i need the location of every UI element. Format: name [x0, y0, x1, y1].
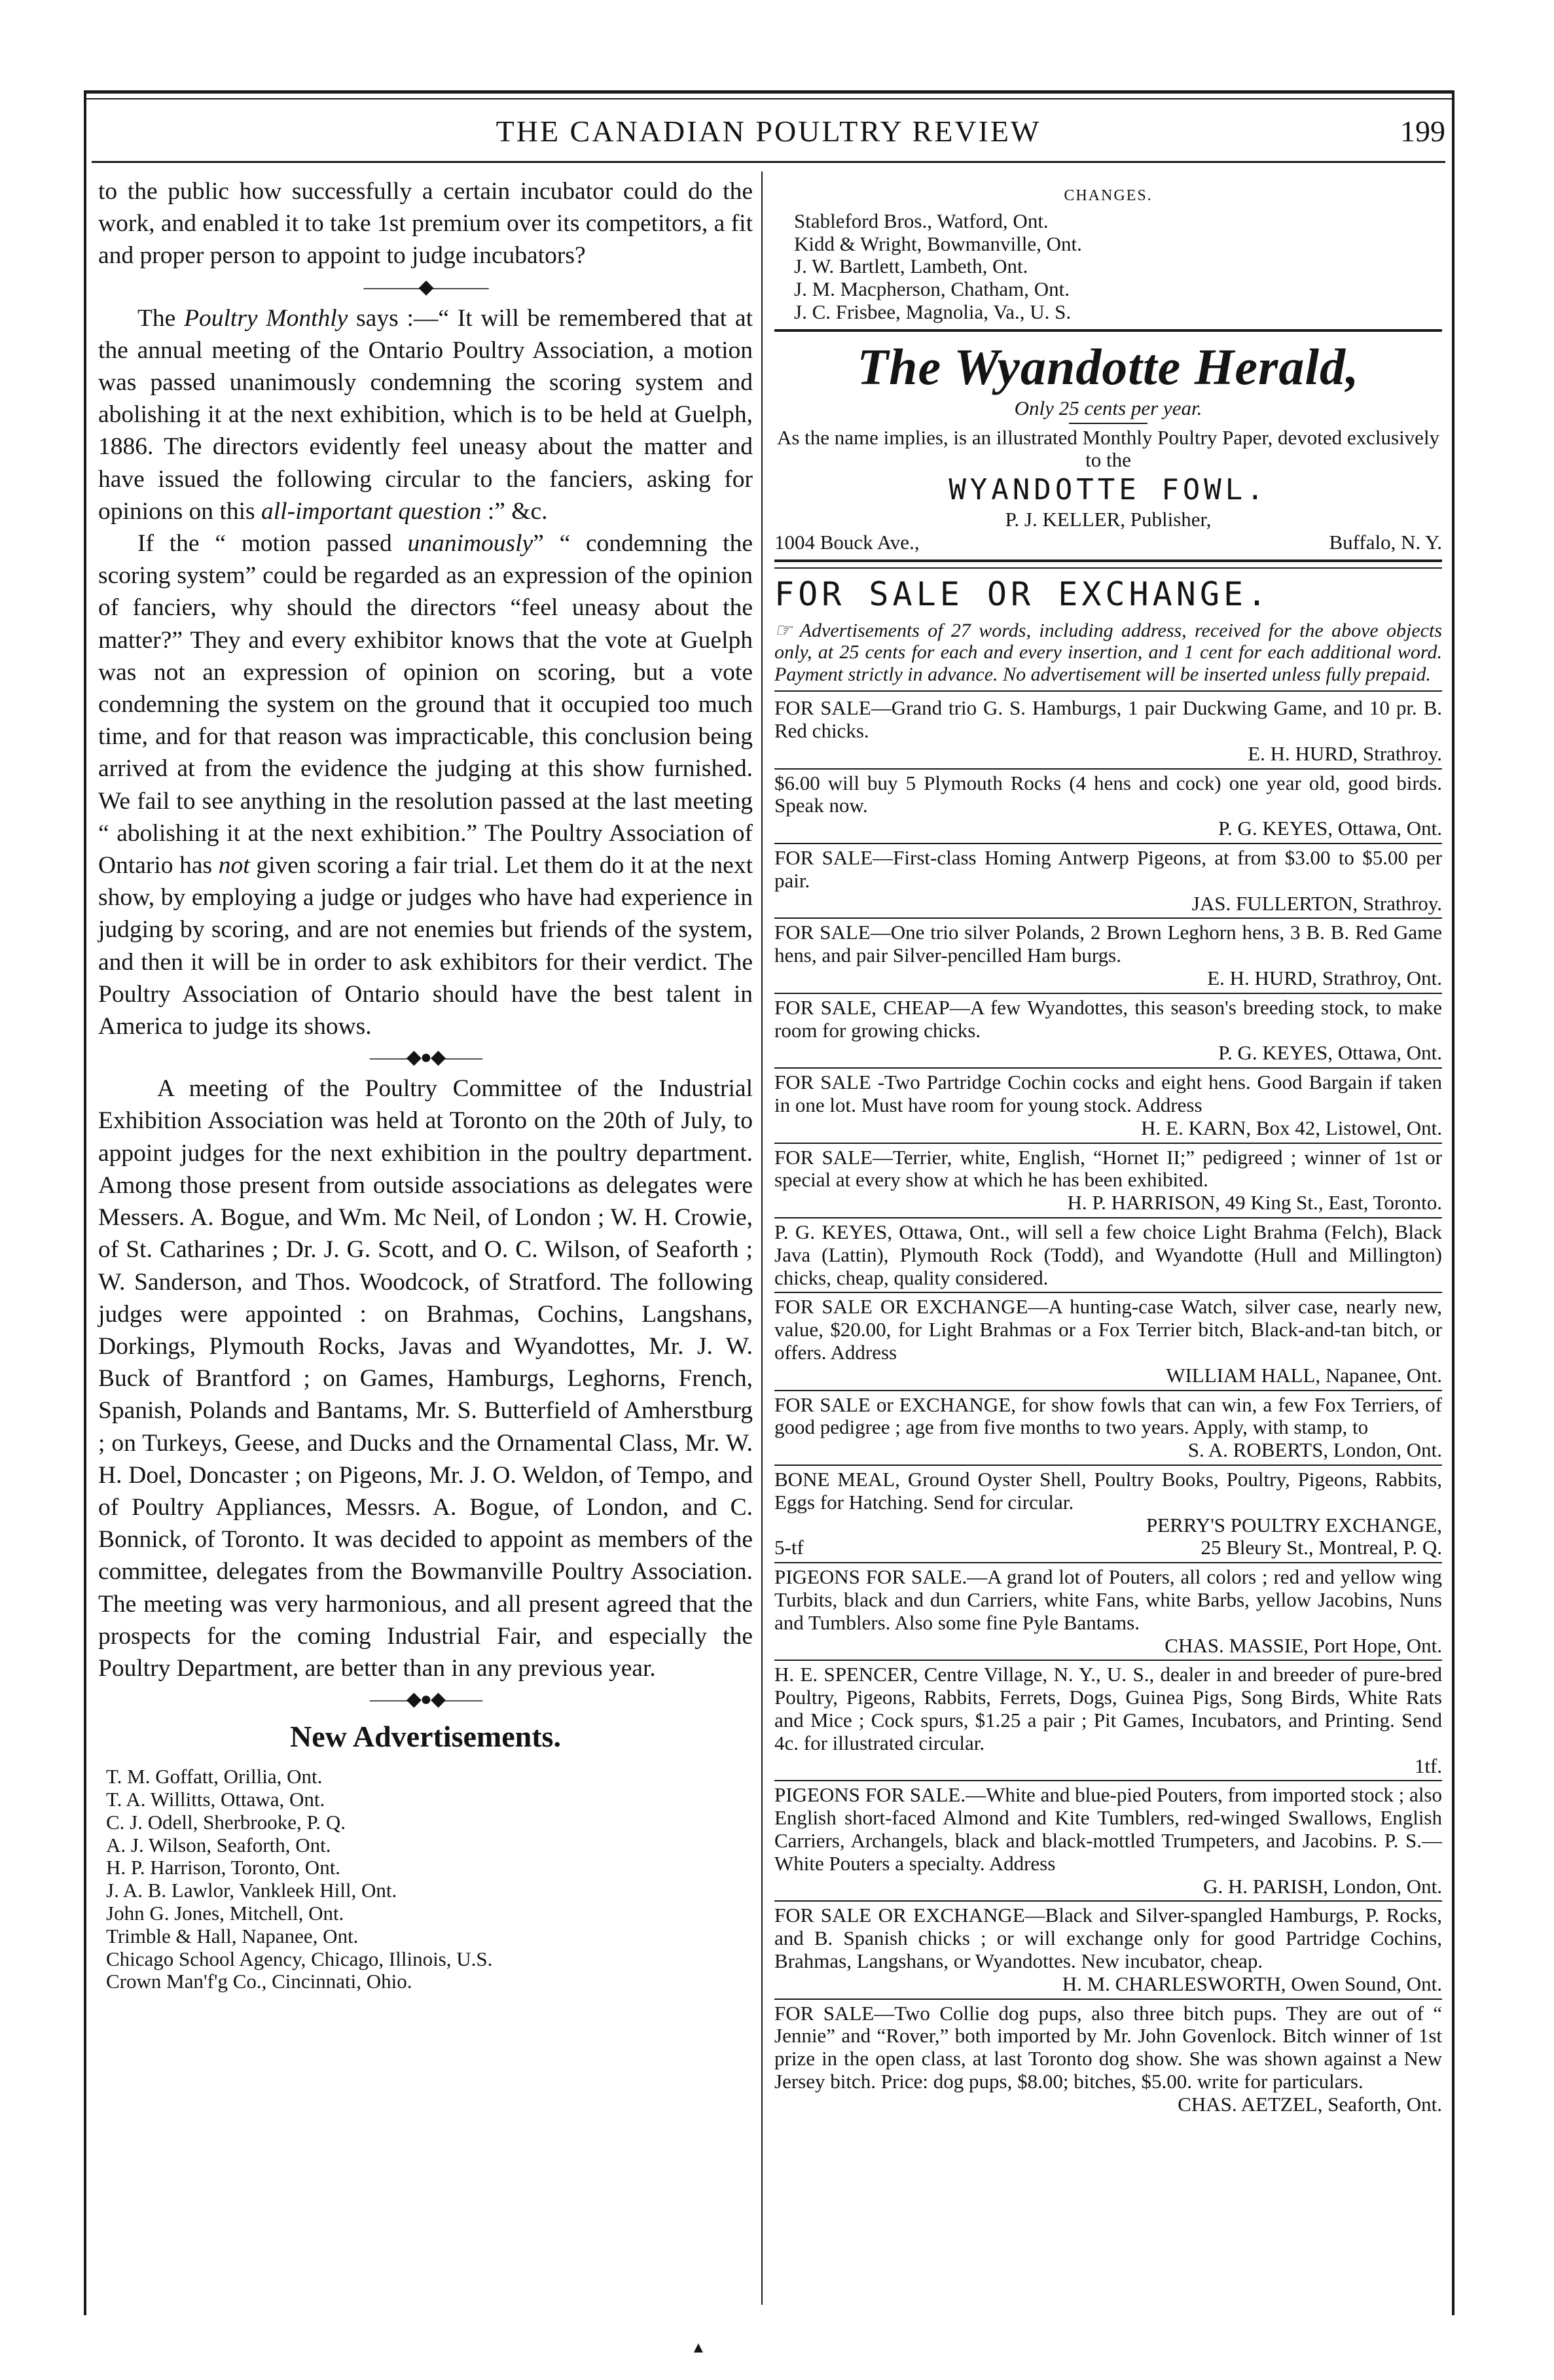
changes-heading: CHANGES. — [1064, 187, 1153, 204]
ad-signature: JAS. FULLERTON, Strathroy. — [1191, 891, 1442, 915]
ad-signature: CHAS. MASSIE, Port Hope, Ont. — [1165, 1633, 1442, 1657]
herald-advertisement — [774, 337, 1442, 554]
ad-text: FOR SALE -Two Partridge Cochin cocks and eight hens. Good Bargain if taken in one lot. Must have room for young stock. Address — [774, 1071, 1442, 1117]
right-column — [774, 185, 1442, 2116]
ad-divider — [774, 843, 1442, 844]
ad-divider — [774, 1998, 1442, 2000]
ad-signature: CHAS. AETZEL, Seaforth, Ont. — [1178, 2092, 1442, 2116]
changes-list — [774, 210, 1442, 324]
classified-ad — [774, 1904, 1442, 1995]
ad-divider — [774, 1067, 1442, 1069]
list-item: H. P. Harrison, Toronto, Ont. — [106, 1856, 341, 1879]
classified-ad — [774, 1784, 1442, 1898]
list-item: J. M. Macpherson, Chatham, Ont. — [794, 277, 1070, 301]
list-item: Crown Man'f'g Co., Cincinnati, Ohio. — [106, 1970, 412, 1993]
left-column — [98, 175, 753, 1993]
list-item: J. C. Frisbee, Magnolia, Va., U. S. — [794, 300, 1072, 323]
list-item: John G. Jones, Mitchell, Ont. — [106, 1901, 344, 1925]
ad-text: PIGEONS FOR SALE.—White and blue-pied Pouters, from imported stock ; also English short-faced Almond and Kite Tumblers, red-winged Swallows, English Carriers, Archangels, black and black-mottled Trumpeters, and Jacobins. P. S.—White Pouters a specialty. Address — [774, 1783, 1442, 1875]
list-item: J. W. Bartlett, Lambeth, Ont. — [794, 255, 1028, 278]
classified-ad — [774, 1221, 1442, 1289]
ad-signature: S. A. ROBERTS, London, Ont. — [1187, 1438, 1442, 1462]
ad-divider — [774, 917, 1442, 919]
section-rule — [774, 567, 1442, 569]
classified-ad — [774, 697, 1442, 765]
ornament-divider: ——◆●◆—— — [369, 1046, 482, 1069]
herald-description: As the name implies, is an illustrated Monthly Poultry Paper, devoted exclusively to the — [776, 425, 1440, 472]
classified-ad — [774, 847, 1442, 915]
top-border-inner — [84, 98, 1453, 99]
header-rule — [92, 161, 1445, 163]
ad-signature: H. E. KARN, Box 42, Listowel, Ont. — [1141, 1116, 1442, 1139]
ad-text: FOR SALE OR EXCHANGE—A hunting-case Watch, silver case, nearly new, value, $20.00, for Light Brahmas or a Fox Terrier bitch, Black-and-tan bitch, or offers. Address — [774, 1295, 1442, 1364]
classified-ad — [774, 1146, 1442, 1215]
ad-text: FOR SALE, CHEAP—A few Wyandottes, this season's breeding stock, to make room for growing chicks. — [774, 995, 1442, 1042]
paragraph-scoring-system: If the “ motion passed unanimously” “ condemning the scoring system” could be regarded as an expression of the opinion of fanciers, why should the directors “feel uneasy about the matter?” They and every exhibitor knows that the vote at Guelph was not an expression of opinion on scoring, but a vote condemning the system on the ground that it occupied too much time, and for that reason was impracticable, this conclusion being arrived at from the evidence the judging at this show furnished. We fail to see anything in the resolution passed at the last meeting “ abolishing it at the next exhibition.” The Poultry Association of Ontario has not given scoring a fair trial. Let them do it at the next show, by employing a judge or judges who have had experience in judging by scoring, and are not enemies but friends of the system, and then it will be in order to ask exhibitors for their verdict. The Poultry Association of Ontario should have the best talent in America to judge its shows. — [98, 530, 753, 1040]
paragraph-committee-meeting: A meeting of the Poultry Committee of the Industrial Exhibition Association was held at Toronto on the 20th of July, to appoint judges for the next exhibition in the poultry department. Among those present from outside associations as delegates were Messers. A. Bogue, and Wm. Mc Neil, of London ; W. H. Crowie, of St. Catharines ; Dr. J. G. Scott, and O. C. Wilson, of Seaforth ; W. Sanderson, and Thos. Woodcock, of Stratford. The following judges were appointed : on Brahmas, Cochins, Langshans, Dorkings, Plymouth Rocks, Javas and Wyandottes, Mr. J. W. Buck of Brantford ; on Games, Hamburgs, Leghorns, French, Spanish, Polands and Bantams, Mr. S. Butterfield of Amherstburg ; on Turkeys, Geese, and Ducks and the Ornamental Class, Mr. W. H. Doel, Doncaster ; on Pigeons, Mr. J. O. Weldon, of Tempo, and of Poultry Appliances, Messrs. A. Bogue, of London, and C. Bonnick, of Toronto. It was decided to appoint as members of the committee, delegates from the Bowmanville Poultry Association. The meeting was very harmonious, and all present agreed that the prospects for the coming Industrial Fair, and especially the Poultry Department, are better than in any previous year. — [98, 1075, 753, 1682]
classified-ad — [774, 921, 1442, 989]
ad-signature: E. H. HURD, Strathroy. — [1248, 741, 1442, 765]
list-item: Trimble & Hall, Napanee, Ont. — [106, 1924, 359, 1947]
classified-ad — [774, 1394, 1442, 1462]
ornament-divider: ———◆——— — [363, 275, 488, 298]
ad-divider — [774, 1465, 1442, 1466]
classified-ad — [774, 1296, 1442, 1387]
ad-text: FOR SALE—First-class Homing Antwerp Pigeons, at from $3.00 to $5.00 per pair. — [774, 846, 1442, 892]
list-item: Chicago School Agency, Chicago, Illinois, U.S. — [106, 1947, 493, 1970]
classified-ad — [774, 772, 1442, 840]
classified-ad — [774, 2002, 1442, 2116]
ad-divider — [774, 1780, 1442, 1781]
ad-text: FOR SALE OR EXCHANGE—Black and Silver-spangled Hamburgs, P. Rocks, and B. Spanish chicks ; or will exchange only for good Partridge Cochins, Brahmas, Langshans, or Wyandottes. New incubator, cheap. — [774, 1904, 1442, 1972]
ad-text: FOR SALE—Terrier, white, English, “Hornet II;” pedigreed ; winner of 1st or special at every show at which he has been exhibited. — [774, 1145, 1442, 1192]
list-item: Kidd & Wright, Bowmanville, Ont. — [794, 232, 1082, 255]
classified-ad — [774, 997, 1442, 1065]
section-rule — [774, 559, 1442, 562]
list-item: C. J. Odell, Sherbrooke, P. Q. — [106, 1810, 346, 1834]
ad-divider — [774, 1292, 1442, 1293]
pointing-hand-icon: ☞ — [774, 619, 800, 641]
herald-price: Only 25 cents per year. — [1014, 396, 1202, 419]
ad-signature: H. P. HARRISON, 49 King St., East, Toronto. — [1067, 1191, 1442, 1215]
ad-signature: P. G. KEYES, Ottawa, Ont. — [1218, 1041, 1442, 1065]
ad-text: PIGEONS FOR SALE.—A grand lot of Pouters, all colors ; red and yellow wing Turbits, black and dun Carriers, white Fans, white Barbs, yellow Jacobins, Nuns and Tumblers. Also some fine Pyle Bantams. — [774, 1565, 1442, 1634]
ad-divider — [774, 1900, 1442, 1902]
new-advertisements-list — [98, 1766, 753, 1993]
section-rule — [774, 329, 1442, 332]
herald-publisher: P. J. KELLER, Publisher, — [1005, 508, 1212, 531]
ad-signature: 1tf. — [1414, 1754, 1442, 1777]
list-item: Stableford Bros., Watford, Ont. — [794, 209, 1049, 232]
ad-text: BONE MEAL, Ground Oyster Shell, Poultry Books, Poultry, Pigeons, Rabbits, Eggs for Hatching. Send for circular. — [774, 1467, 1442, 1514]
ad-text: FOR SALE or EXCHANGE, for show fowls that can win, a few Fox Terriers, of good pedigree ; age from five months to two years. Apply, with stamp, to — [774, 1393, 1442, 1439]
ad-text: FOR SALE—Grand trio G. S. Hamburgs, 1 pair Duckwing Game, and 10 pr. B. Red chicks. — [774, 696, 1442, 743]
ad-text: P. G. KEYES, Ottawa, Ont., will sell a few choice Light Brahma (Felch), Black Java (Lattin), Plymouth Rock (Todd), and Wyandotte (Hull and Millington) chicks, cheap, quality considered. — [774, 1220, 1442, 1289]
paragraph-poultry-monthly: The Poultry Monthly says :—“ It will be remembered that at the annual meeting of the Ontario Poultry Association, a motion was passed unanimously condemning the scoring system and abolishing it at the next exhibition, which is to be held at Guelph, 1886. The directors evidently feel uneasy about the matter and have issued the following circular to the fanciers, asking for opinions on this all-important question :” &c. — [98, 304, 753, 525]
ad-divider — [774, 1143, 1442, 1144]
advertising-terms: ☞ Advertisements of 27 words, including address, received for the above objects only, at 25 cents for each and every insertion, and 1 cent for each additional word. Payment strictly in advance. No advertisement will be inserted unless fully prepaid. — [774, 619, 1442, 685]
ad-address-row: 5-tf 25 Bleury St., Montreal, P. Q. — [774, 1536, 1442, 1559]
ad-divider — [774, 768, 1442, 770]
ornament-divider: ——◆●◆—— — [369, 1688, 482, 1711]
column-divider — [761, 171, 763, 2305]
ad-signature: PERRY'S POULTRY EXCHANGE, — [1146, 1513, 1442, 1536]
right-border — [1452, 90, 1455, 2315]
ad-divider — [774, 1390, 1442, 1391]
classified-ad — [774, 1663, 1442, 1777]
ad-divider — [774, 1217, 1442, 1218]
herald-title: The Wyandotte Herald, — [857, 338, 1360, 395]
ad-signature: G. H. PARISH, London, Ont. — [1203, 1874, 1442, 1898]
for-sale-heading: FOR SALE OR EXCHANGE. — [774, 575, 1271, 613]
ad-divider — [774, 1562, 1442, 1563]
paragraph-incubator: to the public how successfully a certain incubator could do the work, and enabled it to take 1st premium over its competitors, a fit and proper person to appoint to judge incubators? — [98, 178, 753, 270]
ad-divider — [774, 993, 1442, 994]
classified-ad — [774, 1468, 1442, 1559]
source-name: Poultry Monthly — [184, 304, 348, 332]
page-mark: ▲ — [691, 2339, 706, 2356]
classified-ads — [774, 697, 1442, 2116]
ad-signature: WILLIAM HALL, Napanee, Ont. — [1166, 1363, 1442, 1387]
top-border — [84, 90, 1453, 94]
ad-divider — [774, 1660, 1442, 1661]
section-rule — [774, 690, 1442, 692]
ad-text: FOR SALE—Two Collie dog pups, also three bitch pups. They are out of “ Jennie” and “Rover,” both imported by Mr. John Govenlock. Bitch winner of 1st prize in the open class, at last Toronto dog show. She was shown against a New Jersey bitch. Price: dog pups, $8.00; bitches, $5.00. write for particulars. — [774, 2001, 1442, 2093]
list-item: T. A. Willitts, Ottawa, Ont. — [106, 1787, 325, 1811]
list-item: J. A. B. Lawlor, Vankleek Hill, Ont. — [106, 1879, 397, 1902]
list-item: T. M. Goffatt, Orillia, Ont. — [106, 1765, 323, 1788]
ad-signature: P. G. KEYES, Ottawa, Ont. — [1218, 817, 1442, 840]
page-number: 199 — [1400, 115, 1445, 148]
new-advertisements-heading: New Advertisements. — [290, 1720, 561, 1754]
page-header — [92, 111, 1445, 151]
classified-ad — [774, 1071, 1442, 1139]
ad-text: $6.00 will buy 5 Plymouth Rocks (4 hens and cock) one year old, good birds. Speak now. — [774, 771, 1442, 817]
herald-address: 1004 Bouck Ave., Buffalo, N. Y. — [774, 530, 1442, 554]
ad-signature: H. M. CHARLESWORTH, Owen Sound, Ont. — [1062, 1972, 1442, 1995]
ad-signature: E. H. HURD, Strathroy, Ont. — [1207, 967, 1442, 990]
herald-fowl: WYANDOTTE FOWL. — [949, 473, 1268, 507]
ad-text: FOR SALE—One trio silver Polands, 2 Brown Leghorn hens, 3 B. B. Red Game hens, and pair Silver-pencilled Ham burgs. — [774, 921, 1442, 967]
ad-text: H. E. SPENCER, Centre Village, N. Y., U. S., dealer in and breeder of pure-bred Poultry, Pigeons, Rabbits, Ferrets, Dogs, Guinea Pigs, Song Birds, White Rats and Mice ; Cock spurs, $1.25 a pair ; Pit Games, Incubators, and Printing. Send 4c. for illustrated circular. — [774, 1663, 1442, 1754]
left-border — [84, 90, 86, 2315]
classified-ad — [774, 1566, 1442, 1657]
page-title: THE CANADIAN POULTRY REVIEW — [496, 115, 1041, 148]
list-item: A. J. Wilson, Seaforth, Ont. — [106, 1833, 331, 1856]
small-rule — [1069, 423, 1147, 424]
